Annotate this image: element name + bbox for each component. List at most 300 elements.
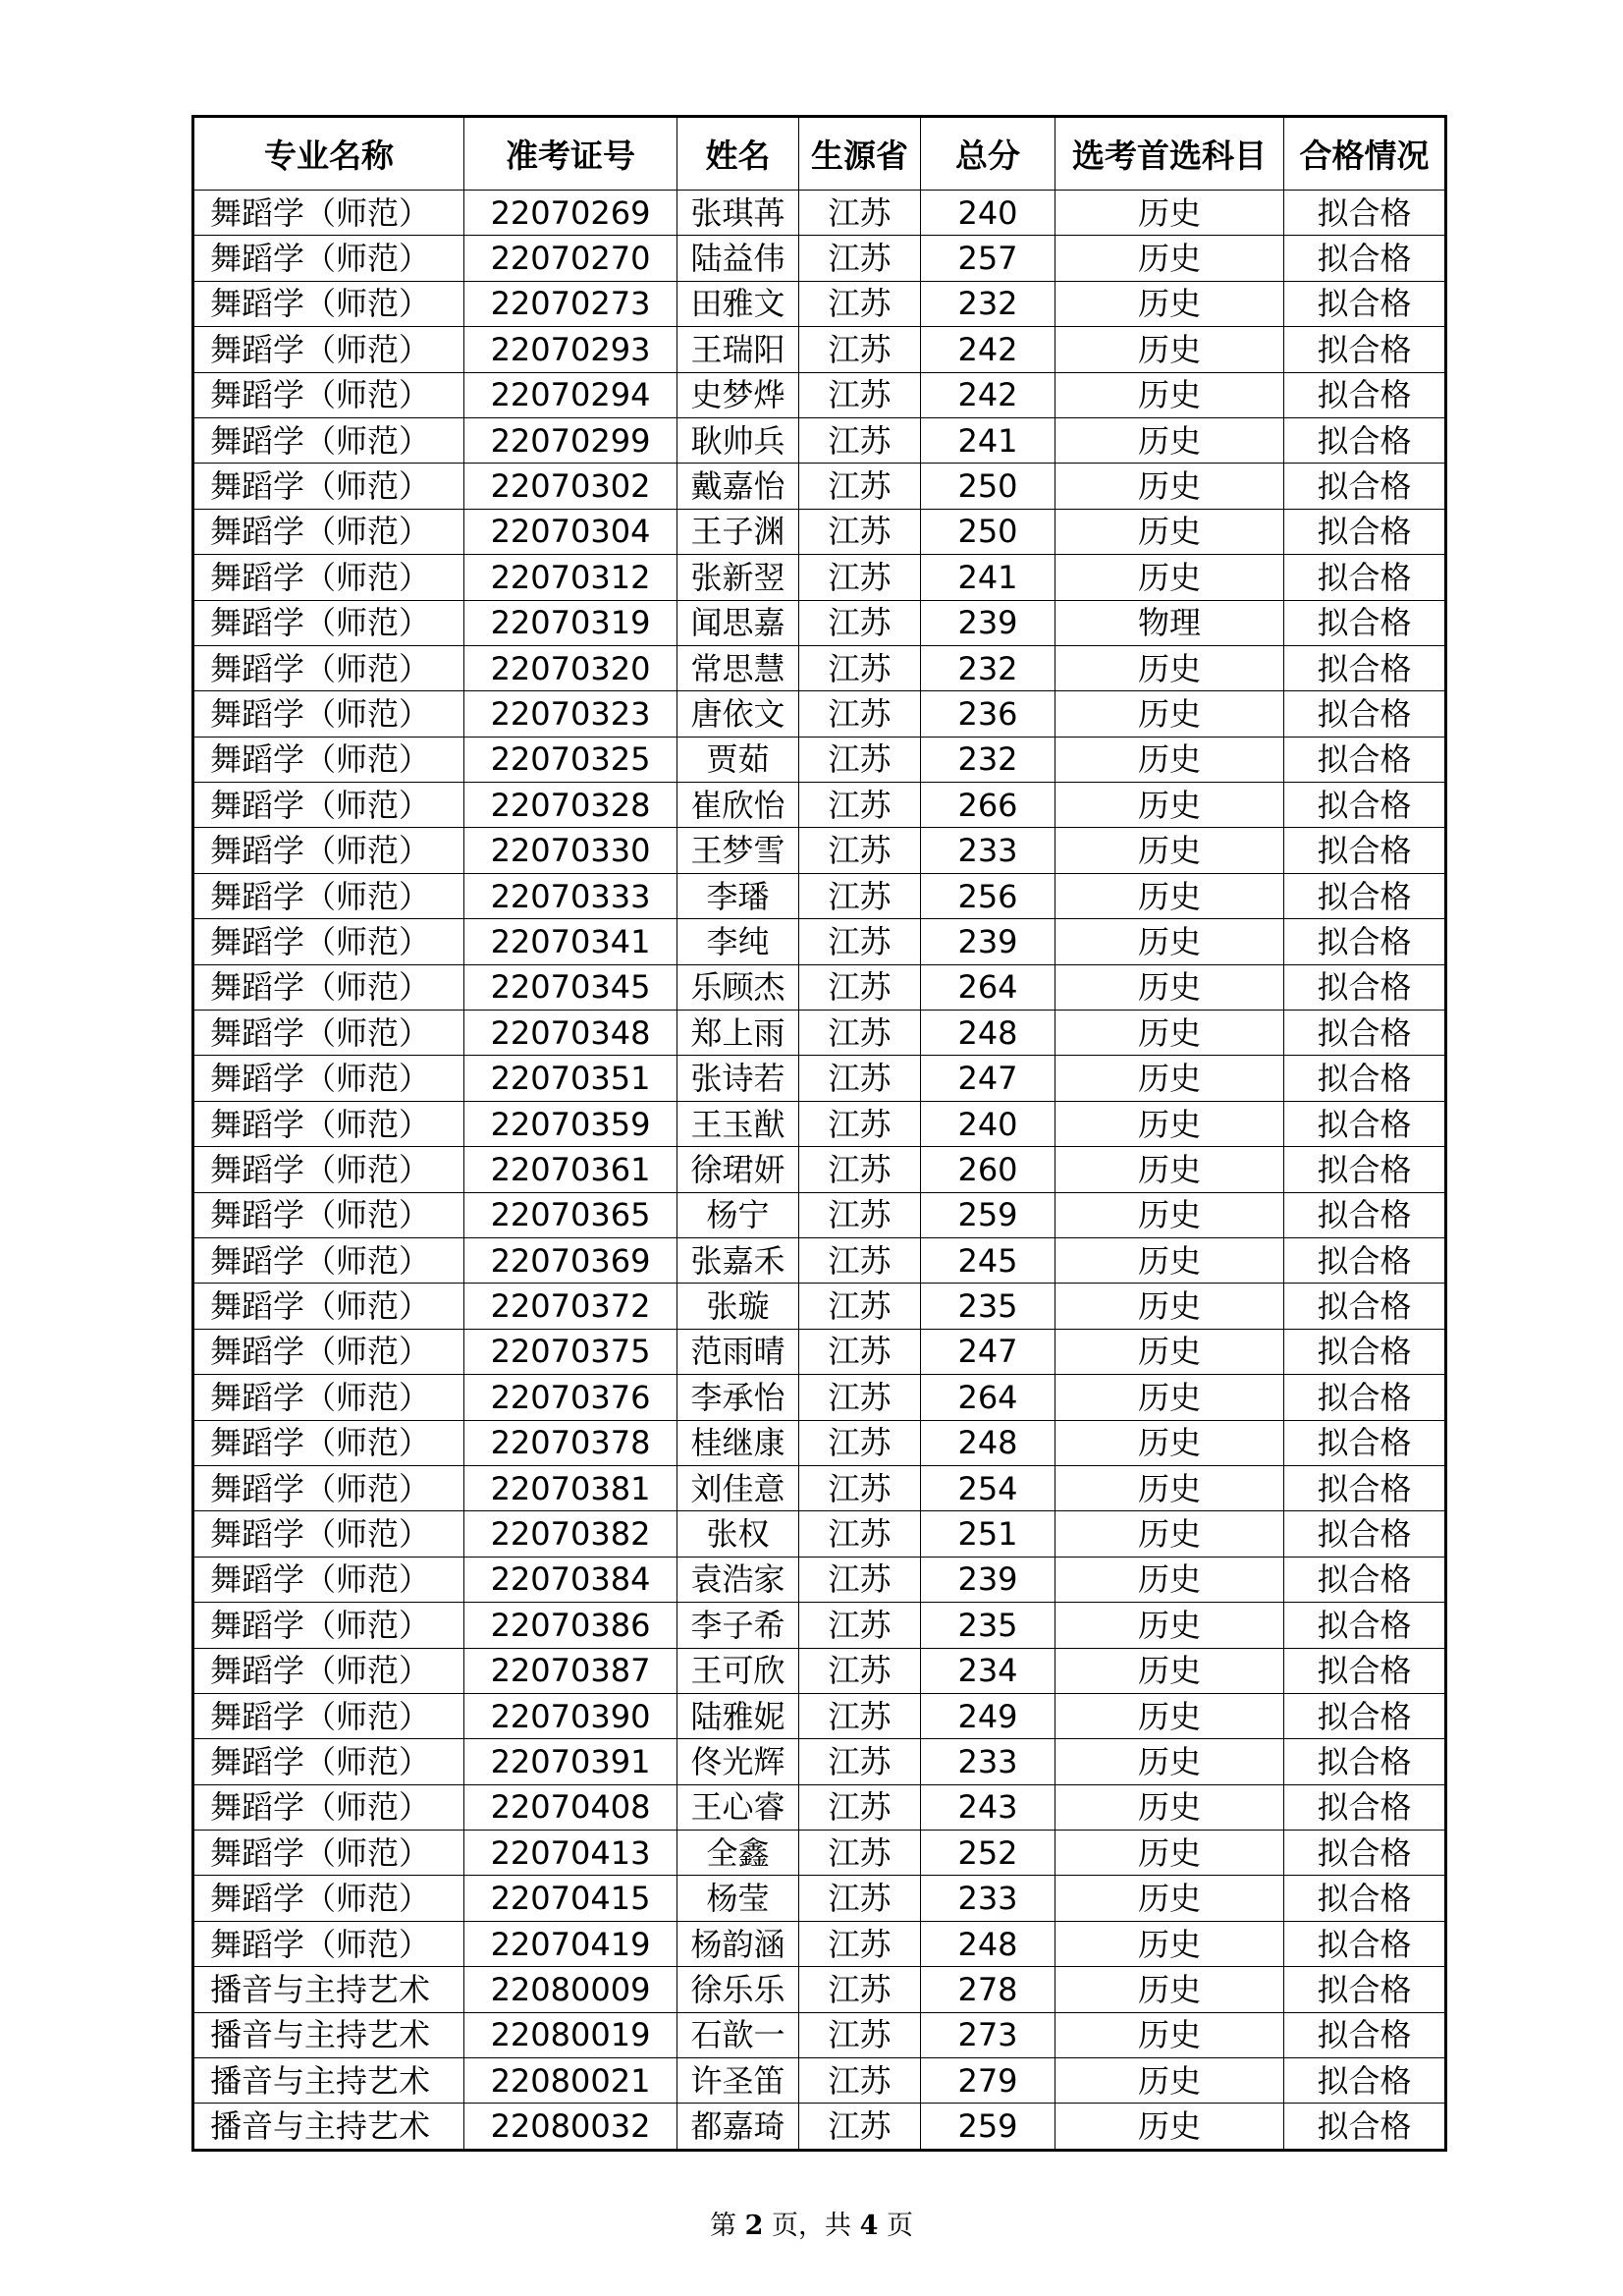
table-row xyxy=(193,555,1446,600)
province-cell: 江苏 xyxy=(799,828,921,873)
subject-cell: 历史 xyxy=(1055,417,1284,463)
subject-cell: 历史 xyxy=(1055,919,1284,964)
score-cell: 235 xyxy=(921,1603,1055,1648)
subject-cell: 历史 xyxy=(1055,737,1284,782)
subject-cell: 历史 xyxy=(1055,964,1284,1010)
major-cell: 舞蹈学（师范） xyxy=(193,509,464,554)
subject-cell: 历史 xyxy=(1055,327,1284,372)
exam-number-cell: 22070293 xyxy=(464,327,677,372)
major-cell: 舞蹈学（师范） xyxy=(193,1192,464,1237)
score-cell: 266 xyxy=(921,783,1055,828)
footer-prefix: 第 xyxy=(710,2211,745,2241)
exam-number-cell: 22070382 xyxy=(464,1511,677,1557)
major-cell: 舞蹈学（师范） xyxy=(193,1147,464,1192)
province-cell: 江苏 xyxy=(799,1329,921,1374)
name-cell: 崔欣怡 xyxy=(677,783,799,828)
province-cell: 江苏 xyxy=(799,464,921,509)
exam-number-cell: 22070312 xyxy=(464,555,677,600)
header-total-score: 总分 xyxy=(921,117,1055,191)
major-cell: 舞蹈学（师范） xyxy=(193,1101,464,1146)
major-cell: 舞蹈学（师范） xyxy=(193,327,464,372)
score-cell: 250 xyxy=(921,509,1055,554)
status-cell: 拟合格 xyxy=(1284,737,1446,782)
exam-number-cell: 22070328 xyxy=(464,783,677,828)
status-cell: 拟合格 xyxy=(1284,236,1446,281)
status-cell: 拟合格 xyxy=(1284,464,1446,509)
province-cell: 江苏 xyxy=(799,1603,921,1648)
name-cell: 陆益伟 xyxy=(677,236,799,281)
score-cell: 241 xyxy=(921,555,1055,600)
major-cell: 舞蹈学（师范） xyxy=(193,1784,464,1830)
subject-cell: 历史 xyxy=(1055,645,1284,690)
table-row xyxy=(193,964,1446,1010)
exam-number-cell: 22070390 xyxy=(464,1693,677,1738)
province-cell: 江苏 xyxy=(799,1921,921,1966)
province-cell: 江苏 xyxy=(799,919,921,964)
subject-cell: 历史 xyxy=(1055,555,1284,600)
subject-cell: 历史 xyxy=(1055,691,1284,737)
major-cell: 舞蹈学（师范） xyxy=(193,555,464,600)
status-cell: 拟合格 xyxy=(1284,919,1446,964)
subject-cell: 历史 xyxy=(1055,1329,1284,1374)
name-cell: 王瑞阳 xyxy=(677,327,799,372)
status-cell: 拟合格 xyxy=(1284,1420,1446,1465)
status-cell: 拟合格 xyxy=(1284,783,1446,828)
status-cell: 拟合格 xyxy=(1284,1603,1446,1648)
name-cell: 都嘉琦 xyxy=(677,2104,799,2150)
major-cell: 舞蹈学（师范） xyxy=(193,828,464,873)
subject-cell: 历史 xyxy=(1055,2104,1284,2150)
status-cell: 拟合格 xyxy=(1284,1784,1446,1830)
province-cell: 江苏 xyxy=(799,964,921,1010)
province-cell: 江苏 xyxy=(799,1784,921,1830)
status-cell: 拟合格 xyxy=(1284,1237,1446,1283)
table-row xyxy=(193,372,1446,417)
status-cell: 拟合格 xyxy=(1284,964,1446,1010)
status-cell: 拟合格 xyxy=(1284,2058,1446,2104)
name-cell: 耿帅兵 xyxy=(677,417,799,463)
exam-number-cell: 22070348 xyxy=(464,1011,677,1056)
status-cell: 拟合格 xyxy=(1284,1511,1446,1557)
province-cell: 江苏 xyxy=(799,783,921,828)
subject-cell: 历史 xyxy=(1055,236,1284,281)
score-cell: 279 xyxy=(921,2058,1055,2104)
major-cell: 播音与主持艺术 xyxy=(193,2104,464,2150)
table-row xyxy=(193,691,1446,737)
subject-cell: 历史 xyxy=(1055,1192,1284,1237)
status-cell: 拟合格 xyxy=(1284,417,1446,463)
status-cell: 拟合格 xyxy=(1284,555,1446,600)
exam-number-cell: 22070302 xyxy=(464,464,677,509)
score-cell: 245 xyxy=(921,1237,1055,1283)
subject-cell: 历史 xyxy=(1055,1784,1284,1830)
exam-number-cell: 22070325 xyxy=(464,737,677,782)
status-cell: 拟合格 xyxy=(1284,1831,1446,1876)
subject-cell: 历史 xyxy=(1055,1739,1284,1784)
score-cell: 236 xyxy=(921,691,1055,737)
table-row xyxy=(193,2012,1446,2057)
status-cell: 拟合格 xyxy=(1284,600,1446,645)
exam-number-cell: 22070323 xyxy=(464,691,677,737)
exam-number-cell: 22070269 xyxy=(464,191,677,236)
exam-number-cell: 22070408 xyxy=(464,1784,677,1830)
status-cell: 拟合格 xyxy=(1284,281,1446,326)
exam-number-cell: 22070361 xyxy=(464,1147,677,1192)
table-row xyxy=(193,645,1446,690)
province-cell: 江苏 xyxy=(799,372,921,417)
name-cell: 李璠 xyxy=(677,873,799,918)
subject-cell: 历史 xyxy=(1055,1967,1284,2012)
province-cell: 江苏 xyxy=(799,1693,921,1738)
province-cell: 江苏 xyxy=(799,1557,921,1602)
province-cell: 江苏 xyxy=(799,2012,921,2057)
province-cell: 江苏 xyxy=(799,1284,921,1329)
header-first-subject: 选考首选科目 xyxy=(1055,117,1284,191)
score-cell: 240 xyxy=(921,191,1055,236)
name-cell: 杨宁 xyxy=(677,1192,799,1237)
header-name: 姓名 xyxy=(677,117,799,191)
name-cell: 佟光辉 xyxy=(677,1739,799,1784)
name-cell: 徐乐乐 xyxy=(677,1967,799,2012)
subject-cell: 历史 xyxy=(1055,1237,1284,1283)
score-cell: 232 xyxy=(921,281,1055,326)
subject-cell: 历史 xyxy=(1055,1011,1284,1056)
major-cell: 舞蹈学（师范） xyxy=(193,964,464,1010)
major-cell: 舞蹈学（师范） xyxy=(193,783,464,828)
status-cell: 拟合格 xyxy=(1284,372,1446,417)
table-row xyxy=(193,1784,1446,1830)
status-cell: 拟合格 xyxy=(1284,1648,1446,1693)
name-cell: 王可欣 xyxy=(677,1648,799,1693)
major-cell: 舞蹈学（师范） xyxy=(193,1876,464,1921)
major-cell: 舞蹈学（师范） xyxy=(193,1056,464,1101)
status-cell: 拟合格 xyxy=(1284,691,1446,737)
status-cell: 拟合格 xyxy=(1284,1375,1446,1420)
footer-current-page: 2 xyxy=(744,2211,764,2241)
name-cell: 许圣笛 xyxy=(677,2058,799,2104)
score-cell: 248 xyxy=(921,1011,1055,1056)
exam-number-cell: 22070387 xyxy=(464,1648,677,1693)
subject-cell: 历史 xyxy=(1055,509,1284,554)
table-row xyxy=(193,417,1446,463)
province-cell: 江苏 xyxy=(799,1011,921,1056)
major-cell: 舞蹈学（师范） xyxy=(193,1648,464,1693)
exam-number-cell: 22080009 xyxy=(464,1967,677,2012)
subject-cell: 历史 xyxy=(1055,2012,1284,2057)
subject-cell: 历史 xyxy=(1055,1101,1284,1146)
name-cell: 乐顾杰 xyxy=(677,964,799,1010)
name-cell: 张诗若 xyxy=(677,1056,799,1101)
exam-number-cell: 22070330 xyxy=(464,828,677,873)
table-row xyxy=(193,1101,1446,1146)
province-cell: 江苏 xyxy=(799,1511,921,1557)
subject-cell: 历史 xyxy=(1055,191,1284,236)
table-row xyxy=(193,236,1446,281)
province-cell: 江苏 xyxy=(799,1101,921,1146)
status-cell: 拟合格 xyxy=(1284,1192,1446,1237)
name-cell: 闻思嘉 xyxy=(677,600,799,645)
table-row xyxy=(193,509,1446,554)
table-row xyxy=(193,1420,1446,1465)
header-status: 合格情况 xyxy=(1284,117,1446,191)
header-exam-number: 准考证号 xyxy=(464,117,677,191)
major-cell: 舞蹈学（师范） xyxy=(193,1465,464,1510)
major-cell: 舞蹈学（师范） xyxy=(193,417,464,463)
province-cell: 江苏 xyxy=(799,600,921,645)
score-cell: 260 xyxy=(921,1147,1055,1192)
major-cell: 舞蹈学（师范） xyxy=(193,645,464,690)
name-cell: 陆雅妮 xyxy=(677,1693,799,1738)
table-body xyxy=(193,191,1446,2151)
province-cell: 江苏 xyxy=(799,1876,921,1921)
name-cell: 唐依文 xyxy=(677,691,799,737)
score-cell: 278 xyxy=(921,1967,1055,2012)
subject-cell: 历史 xyxy=(1055,1465,1284,1510)
results-table xyxy=(191,115,1447,2152)
exam-number-cell: 22070413 xyxy=(464,1831,677,1876)
table-row xyxy=(193,1739,1446,1784)
score-cell: 256 xyxy=(921,873,1055,918)
major-cell: 舞蹈学（师范） xyxy=(193,873,464,918)
status-cell: 拟合格 xyxy=(1284,327,1446,372)
table-row xyxy=(193,828,1446,873)
subject-cell: 历史 xyxy=(1055,873,1284,918)
subject-cell: 历史 xyxy=(1055,372,1284,417)
name-cell: 张新翌 xyxy=(677,555,799,600)
major-cell: 舞蹈学（师范） xyxy=(193,919,464,964)
status-cell: 拟合格 xyxy=(1284,1739,1446,1784)
province-cell: 江苏 xyxy=(799,691,921,737)
table-row xyxy=(193,1921,1446,1966)
subject-cell: 历史 xyxy=(1055,1603,1284,1648)
exam-number-cell: 22070381 xyxy=(464,1465,677,1510)
name-cell: 范雨晴 xyxy=(677,1329,799,1374)
subject-cell: 历史 xyxy=(1055,1876,1284,1921)
exam-number-cell: 22070320 xyxy=(464,645,677,690)
score-cell: 251 xyxy=(921,1511,1055,1557)
score-cell: 248 xyxy=(921,1921,1055,1966)
subject-cell: 历史 xyxy=(1055,1557,1284,1602)
major-cell: 舞蹈学（师范） xyxy=(193,1739,464,1784)
table-row xyxy=(193,1237,1446,1283)
name-cell: 李子希 xyxy=(677,1603,799,1648)
status-cell: 拟合格 xyxy=(1284,1101,1446,1146)
score-cell: 249 xyxy=(921,1693,1055,1738)
score-cell: 233 xyxy=(921,828,1055,873)
name-cell: 石歆一 xyxy=(677,2012,799,2057)
name-cell: 杨韵涵 xyxy=(677,1921,799,1966)
name-cell: 张璇 xyxy=(677,1284,799,1329)
name-cell: 徐珺妍 xyxy=(677,1147,799,1192)
exam-number-cell: 22070386 xyxy=(464,1603,677,1648)
subject-cell: 历史 xyxy=(1055,1375,1284,1420)
province-cell: 江苏 xyxy=(799,1147,921,1192)
name-cell: 王梦雪 xyxy=(677,828,799,873)
province-cell: 江苏 xyxy=(799,1465,921,1510)
province-cell: 江苏 xyxy=(799,509,921,554)
subject-cell: 历史 xyxy=(1055,1420,1284,1465)
status-cell: 拟合格 xyxy=(1284,2012,1446,2057)
major-cell: 舞蹈学（师范） xyxy=(193,372,464,417)
table-row xyxy=(193,1284,1446,1329)
status-cell: 拟合格 xyxy=(1284,1011,1446,1056)
exam-number-cell: 22070375 xyxy=(464,1329,677,1374)
exam-number-cell: 22080021 xyxy=(464,2058,677,2104)
table-row xyxy=(193,327,1446,372)
major-cell: 播音与主持艺术 xyxy=(193,2012,464,2057)
subject-cell: 历史 xyxy=(1055,1693,1284,1738)
subject-cell: 历史 xyxy=(1055,281,1284,326)
table-row xyxy=(193,1693,1446,1738)
exam-number-cell: 22070270 xyxy=(464,236,677,281)
subject-cell: 历史 xyxy=(1055,783,1284,828)
name-cell: 刘佳意 xyxy=(677,1465,799,1510)
province-cell: 江苏 xyxy=(799,1420,921,1465)
score-cell: 273 xyxy=(921,2012,1055,2057)
exam-number-cell: 22070415 xyxy=(464,1876,677,1921)
province-cell: 江苏 xyxy=(799,1739,921,1784)
table-row xyxy=(193,783,1446,828)
table-row xyxy=(193,1876,1446,1921)
major-cell: 舞蹈学（师范） xyxy=(193,1557,464,1602)
score-cell: 257 xyxy=(921,236,1055,281)
subject-cell: 历史 xyxy=(1055,1511,1284,1557)
major-cell: 舞蹈学（师范） xyxy=(193,737,464,782)
exam-number-cell: 22080032 xyxy=(464,2104,677,2150)
major-cell: 播音与主持艺术 xyxy=(193,1967,464,2012)
major-cell: 舞蹈学（师范） xyxy=(193,600,464,645)
province-cell: 江苏 xyxy=(799,1967,921,2012)
table-row xyxy=(193,1147,1446,1192)
province-cell: 江苏 xyxy=(799,1648,921,1693)
score-cell: 242 xyxy=(921,327,1055,372)
score-cell: 250 xyxy=(921,464,1055,509)
footer-middle: 页，共 xyxy=(763,2211,860,2241)
status-cell: 拟合格 xyxy=(1284,1557,1446,1602)
name-cell: 李承怡 xyxy=(677,1375,799,1420)
exam-number-cell: 22070299 xyxy=(464,417,677,463)
major-cell: 舞蹈学（师范） xyxy=(193,191,464,236)
exam-number-cell: 22070345 xyxy=(464,964,677,1010)
status-cell: 拟合格 xyxy=(1284,828,1446,873)
subject-cell: 历史 xyxy=(1055,1284,1284,1329)
name-cell: 郑上雨 xyxy=(677,1011,799,1056)
name-cell: 桂继康 xyxy=(677,1420,799,1465)
exam-number-cell: 22070391 xyxy=(464,1739,677,1784)
major-cell: 舞蹈学（师范） xyxy=(193,1603,464,1648)
exam-number-cell: 22070378 xyxy=(464,1420,677,1465)
province-cell: 江苏 xyxy=(799,2104,921,2150)
score-cell: 232 xyxy=(921,737,1055,782)
status-cell: 拟合格 xyxy=(1284,1876,1446,1921)
subject-cell: 历史 xyxy=(1055,1831,1284,1876)
province-cell: 江苏 xyxy=(799,1831,921,1876)
status-cell: 拟合格 xyxy=(1284,873,1446,918)
province-cell: 江苏 xyxy=(799,1192,921,1237)
major-cell: 舞蹈学（师范） xyxy=(193,1420,464,1465)
score-cell: 252 xyxy=(921,1831,1055,1876)
major-cell: 舞蹈学（师范） xyxy=(193,236,464,281)
exam-number-cell: 22070376 xyxy=(464,1375,677,1420)
status-cell: 拟合格 xyxy=(1284,1284,1446,1329)
name-cell: 王玉猷 xyxy=(677,1101,799,1146)
header-province: 生源省 xyxy=(799,117,921,191)
table-row xyxy=(193,1192,1446,1237)
table-row xyxy=(193,191,1446,236)
name-cell: 李纯 xyxy=(677,919,799,964)
score-cell: 233 xyxy=(921,1876,1055,1921)
major-cell: 舞蹈学（师范） xyxy=(193,464,464,509)
score-cell: 239 xyxy=(921,1557,1055,1602)
province-cell: 江苏 xyxy=(799,737,921,782)
province-cell: 江苏 xyxy=(799,281,921,326)
status-cell: 拟合格 xyxy=(1284,1921,1446,1966)
name-cell: 袁浩家 xyxy=(677,1557,799,1602)
subject-cell: 物理 xyxy=(1055,600,1284,645)
score-cell: 259 xyxy=(921,1192,1055,1237)
score-cell: 239 xyxy=(921,919,1055,964)
header-row xyxy=(193,117,1446,191)
name-cell: 王心睿 xyxy=(677,1784,799,1830)
major-cell: 舞蹈学（师范） xyxy=(193,1237,464,1283)
exam-number-cell: 22070294 xyxy=(464,372,677,417)
exam-number-cell: 22070359 xyxy=(464,1101,677,1146)
major-cell: 播音与主持艺术 xyxy=(193,2058,464,2104)
exam-number-cell: 22070341 xyxy=(464,919,677,964)
status-cell: 拟合格 xyxy=(1284,1329,1446,1374)
province-cell: 江苏 xyxy=(799,555,921,600)
major-cell: 舞蹈学（师范） xyxy=(193,1284,464,1329)
score-cell: 242 xyxy=(921,372,1055,417)
province-cell: 江苏 xyxy=(799,1375,921,1420)
page-footer xyxy=(0,2204,1623,2242)
province-cell: 江苏 xyxy=(799,645,921,690)
score-cell: 240 xyxy=(921,1101,1055,1146)
table-row xyxy=(193,1967,1446,2012)
name-cell: 王子渊 xyxy=(677,509,799,554)
subject-cell: 历史 xyxy=(1055,1056,1284,1101)
score-cell: 234 xyxy=(921,1648,1055,1693)
province-cell: 江苏 xyxy=(799,1237,921,1283)
name-cell: 常思慧 xyxy=(677,645,799,690)
name-cell: 杨莹 xyxy=(677,1876,799,1921)
province-cell: 江苏 xyxy=(799,1056,921,1101)
exam-number-cell: 22070365 xyxy=(464,1192,677,1237)
major-cell: 舞蹈学（师范） xyxy=(193,1011,464,1056)
major-cell: 舞蹈学（师范） xyxy=(193,281,464,326)
table-row xyxy=(193,2058,1446,2104)
province-cell: 江苏 xyxy=(799,873,921,918)
province-cell: 江苏 xyxy=(799,417,921,463)
major-cell: 舞蹈学（师范） xyxy=(193,1831,464,1876)
table-row xyxy=(193,1511,1446,1557)
table-row xyxy=(193,600,1446,645)
status-cell: 拟合格 xyxy=(1284,509,1446,554)
exam-number-cell: 22070319 xyxy=(464,600,677,645)
table-row xyxy=(193,737,1446,782)
table-row xyxy=(193,1648,1446,1693)
table-row xyxy=(193,1011,1446,1056)
exam-number-cell: 22070372 xyxy=(464,1284,677,1329)
table-row xyxy=(193,2104,1446,2150)
table-row xyxy=(193,1375,1446,1420)
province-cell: 江苏 xyxy=(799,236,921,281)
table-row xyxy=(193,281,1446,326)
score-cell: 232 xyxy=(921,645,1055,690)
exam-number-cell: 22070273 xyxy=(464,281,677,326)
score-cell: 264 xyxy=(921,964,1055,1010)
exam-number-cell: 22070369 xyxy=(464,1237,677,1283)
